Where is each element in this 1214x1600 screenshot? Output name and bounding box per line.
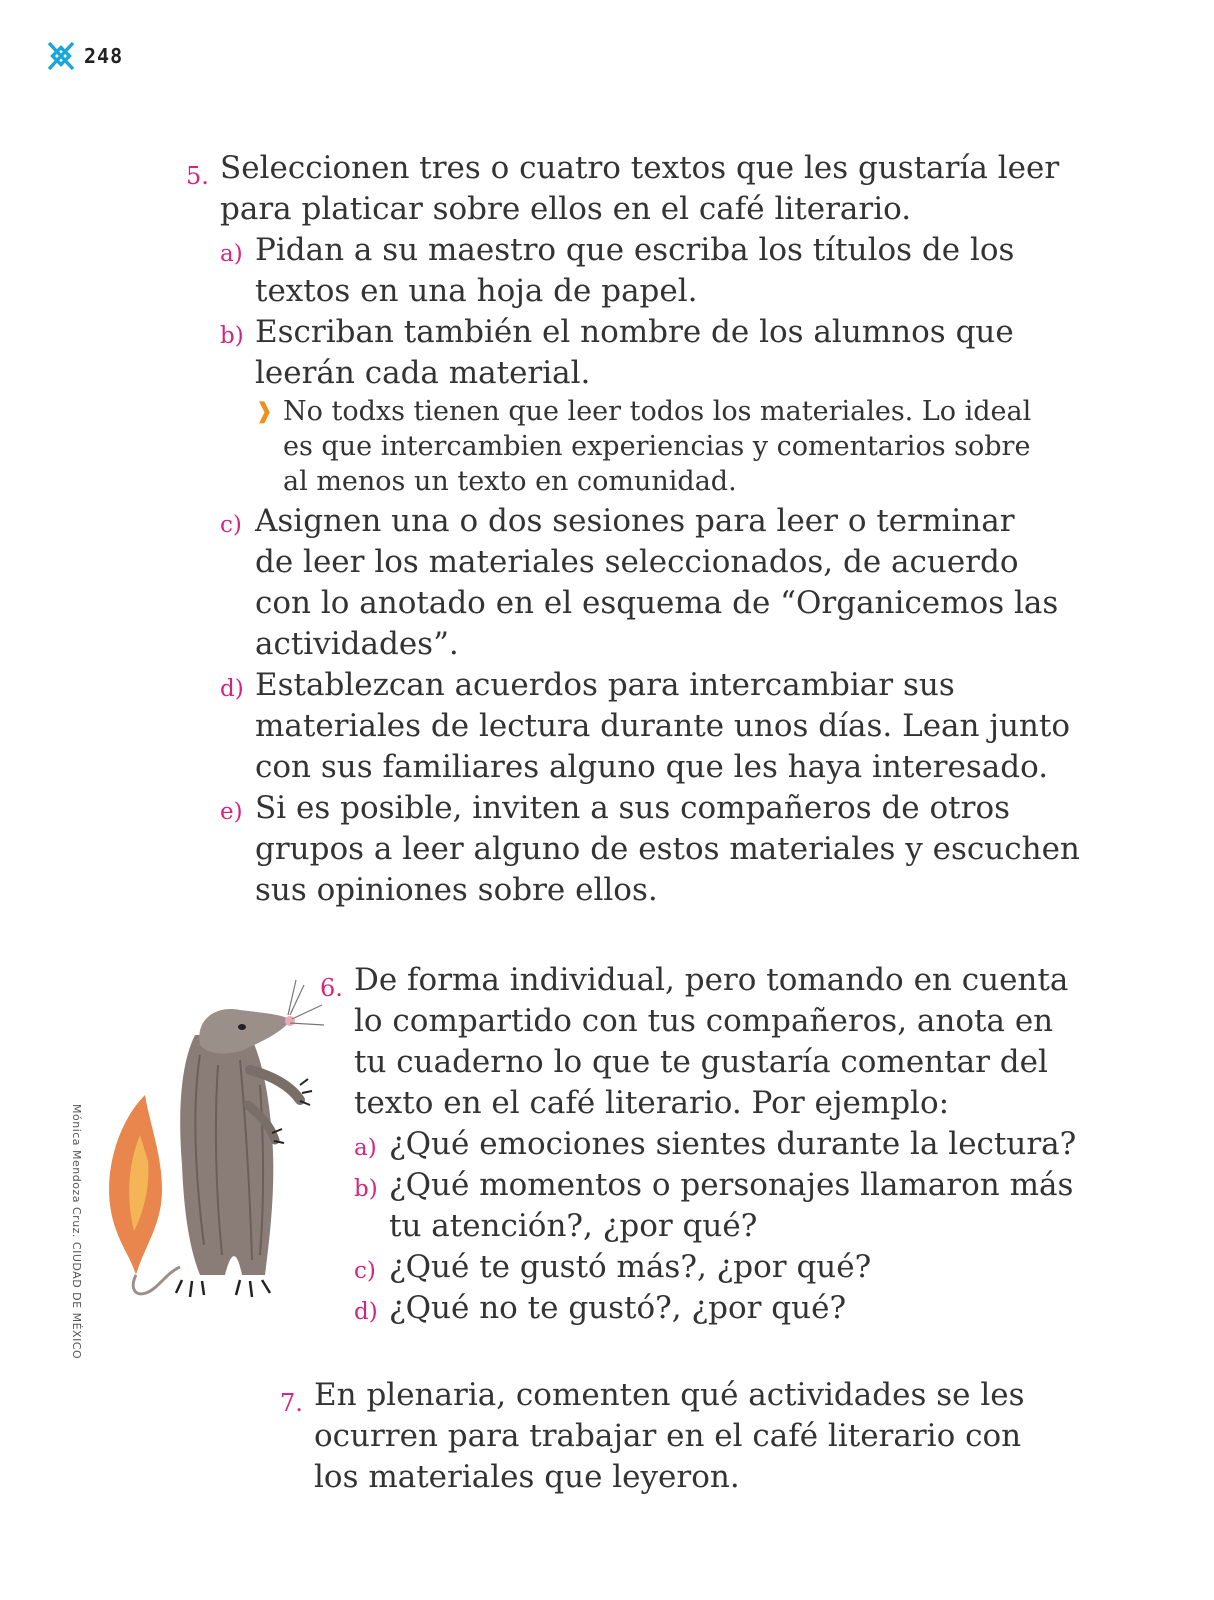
item-number: 5. (186, 162, 209, 190)
instruction-item-6 (320, 960, 1076, 1329)
chevron-right-icon: ❱ (255, 399, 274, 424)
sub-item-letter: a) (354, 1135, 377, 1161)
sub-item-text-line: sus opiniones sobre ellos. (255, 872, 658, 908)
question-text-line: tu atención?, ¿por qué? (389, 1208, 758, 1244)
sub-item-e (220, 788, 1080, 911)
sub-item-text-line: actividades”. (255, 626, 459, 662)
item-number: 6. (320, 974, 343, 1002)
item-text-line: Seleccionen tres o cuatro textos que les gustaría leer (220, 150, 1060, 186)
note-text-line: es que intercambien experiencias y comentarios sobre (283, 431, 1031, 462)
sub-item-text-line: textos en una hoja de papel. (255, 273, 698, 309)
sub-item-c (220, 501, 1080, 665)
item-number: 7. (280, 1389, 303, 1417)
sub-item-text-line: grupos a leer alguno de estos materiales y escuchen (255, 831, 1080, 867)
sub-item-letter: b) (220, 323, 244, 349)
question-text-line: ¿Qué no te gustó?, ¿por qué? (389, 1290, 847, 1326)
sub-item-letter: d) (354, 1299, 378, 1325)
page-number: 248 (84, 44, 124, 68)
page-header (46, 40, 123, 72)
item-text-line: para platicar sobre ellos en el café literario. (220, 191, 912, 227)
sub-item-b (220, 312, 1080, 499)
item-text-line: En plenaria, comenten qué actividades se les (314, 1377, 1025, 1413)
item-text-line: ocurren para trabajar en el café literario con (314, 1418, 1022, 1454)
sub-item-d (220, 665, 1080, 788)
sub-item-letter: c) (220, 512, 242, 538)
sub-item-letter: b) (354, 1176, 378, 1202)
sub-item-a (220, 230, 1080, 312)
sub-item-text-line: de leer los materiales seleccionados, de acuerdo (255, 544, 1019, 580)
sub-item-text-line: Establezcan acuerdos para intercambiar sus (255, 667, 955, 703)
sub-item-text-line: Escriban también el nombre de los alumnos que (255, 314, 1014, 350)
sub-item-text-line: Asignen una o dos sesiones para leer o terminar (255, 503, 1015, 539)
item-text-line: texto en el café literario. Por ejemplo: (354, 1085, 950, 1121)
note-text-line: No todxs tienen que leer todos los materiales. Lo ideal (283, 396, 1032, 427)
question-text-line: ¿Qué emociones sientes durante la lectura? (389, 1126, 1077, 1162)
question-text-line: ¿Qué te gustó más?, ¿por qué? (389, 1249, 872, 1285)
sub-item-letter: d) (220, 676, 244, 702)
sub-item-text-line: con lo anotado en el esquema de “Organicemos las (255, 585, 1059, 621)
sub-item-letter: c) (354, 1258, 376, 1284)
question-c (354, 1247, 1076, 1288)
illustration-credit: Mónica Mendoza Cruz. CIUDAD DE MÉXICO (70, 1104, 83, 1360)
sub-item-text-line: Si es posible, inviten a sus compañeros de otros (255, 790, 1011, 826)
question-a (354, 1124, 1076, 1165)
sub-item-text-line: con sus familiares alguno que les haya interesado. (255, 749, 1049, 785)
item-text-line: lo compartido con tus compañeros, anota en (354, 1003, 1054, 1039)
item-text-line: tu cuaderno lo que te gustaría comentar del (354, 1044, 1048, 1080)
sub-item-text-line: materiales de lectura durante unos días. Lean junto (255, 708, 1071, 744)
question-d (354, 1288, 1076, 1329)
instruction-item-7 (280, 1375, 1025, 1498)
question-text-line: ¿Qué momentos o personajes llamaron más (389, 1167, 1074, 1203)
item-text-line: los materiales que leyeron. (314, 1459, 740, 1495)
note-bullet (255, 394, 1080, 499)
sub-item-text-line: Pidan a su maestro que escriba los títulos de los (255, 232, 1015, 268)
pattern-logo-icon (46, 40, 76, 72)
mole-illustration (100, 975, 330, 1315)
sub-item-letter: a) (220, 241, 243, 267)
note-text-line: al menos un texto en comunidad. (283, 466, 737, 497)
question-b (354, 1165, 1076, 1247)
instruction-item-5 (186, 148, 1080, 911)
item-text-line: De forma individual, pero tomando en cuenta (354, 962, 1069, 998)
sub-item-text-line: leerán cada material. (255, 355, 591, 391)
sub-item-letter: e) (220, 799, 243, 825)
